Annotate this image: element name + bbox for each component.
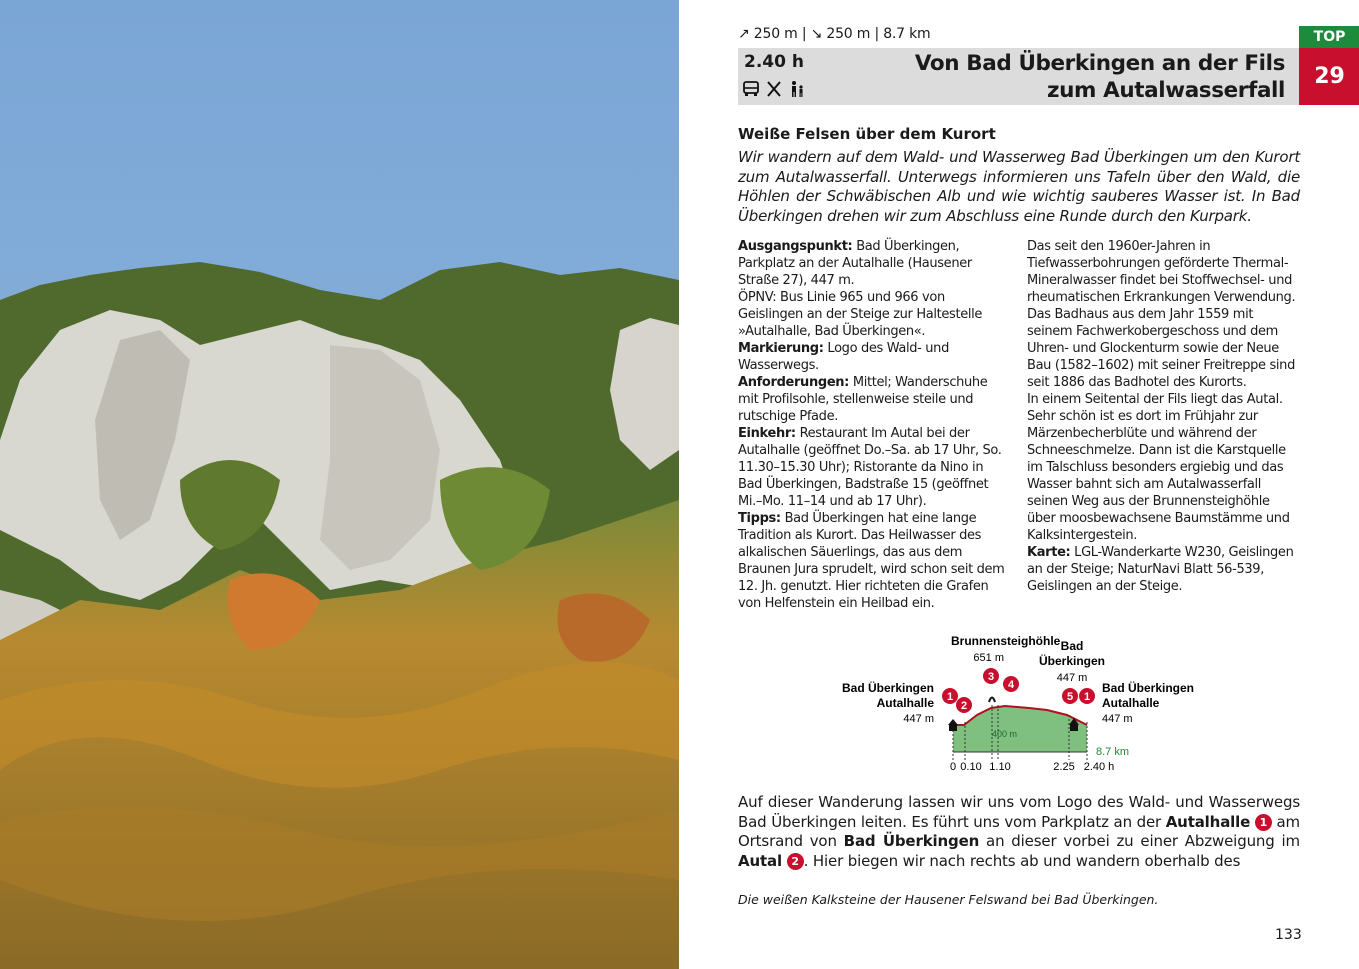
elevation-profile	[829, 630, 1209, 778]
tick-label: 2.40 h	[1083, 761, 1115, 773]
profile-right-name: Bad Überkingen	[1102, 681, 1195, 695]
profile-base-label: 400 m	[992, 729, 1018, 739]
profile-right-elev: 447 m	[1102, 713, 1133, 725]
profile-mid-elev: 447 m	[1056, 672, 1088, 684]
bus-icon	[742, 80, 760, 98]
tips-info	[738, 510, 1010, 612]
tour-header	[738, 48, 1299, 105]
marking-label: Markierung:	[738, 341, 824, 356]
route-description	[738, 793, 1300, 871]
place-autal: Autal	[738, 851, 782, 870]
food-label: Einkehr:	[738, 426, 796, 441]
start-text: Bad Überkingen, Parkplatz an der Autalhalle (Hausener Straße 27), 447 m.	[738, 239, 972, 288]
waypoint-marker: 1	[946, 691, 954, 703]
requirements-label: Anforderungen:	[738, 375, 850, 390]
profile-right-sub: Autalhalle	[1102, 696, 1160, 710]
waypoint-badge: 1	[1255, 814, 1272, 831]
food-info	[738, 425, 1010, 510]
map-info	[1027, 544, 1299, 595]
map-label: Karte:	[1027, 545, 1071, 560]
body-text-4: . Hier biegen wir nach rechts ab und wandern oberhalb des	[803, 851, 1241, 870]
waypoint-marker: 5	[1066, 691, 1074, 703]
start-label: Ausgangspunkt:	[738, 239, 853, 254]
photo-caption: Die weißen Kalksteine der Hausener Felswand bei Bad Überkingen.	[738, 892, 1159, 907]
tour-stats: ↗ 250 m | ↘ 250 m | 8.7 km	[738, 26, 931, 42]
food-text: Restaurant Im Autal bei der Autalhalle (geöffnet Do.–Sa. ab 17 Uhr, So. 11.30–15.30 Uhr); Ristorante da Nino in Bad Überkingen, Badstraße 15 (geöffnet Mi.–Mo. 11–14 und ab 17 Uhr).	[738, 426, 1002, 509]
marking-info	[738, 340, 1010, 374]
place-autalhalle: Autalhalle	[1165, 812, 1251, 831]
profile-mid-name-2: Überkingen	[1038, 654, 1106, 668]
restaurant-icon	[765, 80, 783, 98]
profile-left-sub: Autalhalle	[876, 696, 934, 710]
info-column-right	[1027, 238, 1299, 595]
tick-label: 1.10	[989, 761, 1011, 773]
tour-page	[679, 0, 1359, 969]
waypoint-marker: 3	[987, 671, 995, 683]
profile-left-elev: 447 m	[903, 713, 934, 725]
waypoint-marker: 1	[1083, 691, 1091, 703]
family-icon	[788, 80, 806, 98]
autal-paragraph: In einem Seitental der Fils liegt das Autal. Sehr schön ist es dort im Frühjahr zur Märzenbecherblüte und während der Schneeschmelze. Dann ist die Karstquelle im Talschluss besonders ergiebig und das Wasser bahnt sich am Autalwasserfall seinen Weg aus der Brunnensteighöhle über moosbewachsene Baumstämme und Kalksintergestein.	[1027, 392, 1290, 543]
waypoint-marker: 4	[1007, 679, 1015, 691]
intro-text: Wir wandern auf dem Wald- und Wasserweg Bad Überkingen um den Kurort zum Autalwasserfall. Unterwegs informieren uns Tafeln über den Wald, die Höhlen der Schwäbischen Alb und wie wichtig sauberes Wasser ist. In Bad Überkingen drehen wir zum Abschluss eine Runde durch den Kurpark.	[738, 148, 1300, 225]
tips-text: Bad Überkingen hat eine lange Tradition als Kurort. Das Heilwasser des alkalischen Säuerlings, das aus dem Braunen Jura sprudelt, wird schon seit dem 12. Jh. genutzt. Hier richteten die Grafen von Helfenstein ein Heilbad ein.	[738, 511, 1005, 611]
limestone-cliff-photo	[0, 0, 679, 969]
title-line-1: Von Bad Überkingen an der Fils	[914, 51, 1285, 76]
subtitle: Weiße Felsen über dem Kurort	[738, 125, 996, 143]
tour-title	[915, 50, 1285, 104]
profile-distance: 8.7 km	[1096, 746, 1130, 758]
start-info	[738, 238, 1010, 289]
profile-mid-name-1: Bad	[1060, 639, 1084, 653]
body-text-2: am Ortsrand von	[738, 812, 1300, 850]
tour-number: 29	[1299, 48, 1359, 105]
profile-left-name: Bad Überkingen	[841, 681, 934, 695]
body-text-3: an dieser vorbei zu einer Abzweigung im	[979, 832, 1300, 850]
page-number: 133	[1275, 927, 1302, 943]
profile-peak-elev: 651 m	[973, 652, 1004, 664]
waypoint-marker: 2	[960, 700, 968, 712]
top-badge: TOP	[1299, 26, 1359, 48]
tick-label: 0	[949, 761, 957, 773]
waypoint-badge: 2	[787, 853, 804, 870]
requirements-info	[738, 374, 1010, 425]
tick-label: 2.25	[1053, 761, 1075, 773]
opnv-info: ÖPNV: Bus Linie 965 und 966 von Geislingen an der Steige zur Haltestelle »Autalhalle, Bad Überkingen«.	[738, 290, 983, 339]
tips-label: Tipps:	[738, 511, 781, 526]
tour-icons	[742, 80, 806, 98]
profile-peak-name: Brunnensteighöhle	[951, 634, 1061, 648]
title-line-2: zum Autalwasserfall	[1047, 78, 1285, 103]
tick-label: 0.10	[960, 761, 982, 773]
place-bad-ueberkingen: Bad Überkingen	[843, 832, 980, 850]
body-text-1: Auf dieser Wanderung lassen wir uns vom Logo des Wald- und Wasserwegs Bad Überkingen leiten. Es führt uns vom Parkplatz an der	[738, 793, 1300, 831]
requirements-text: Mittel; Wanderschuhe mit Profilsohle, stellenweise steile und rutschige Pfade.	[738, 375, 988, 424]
duration: 2.40 h	[744, 52, 804, 72]
thermal-paragraph: Das seit den 1960er-Jahren in Tiefwasserbohrungen geförderte Thermal-Mineralwasser findet bei Stoffwechsel- und rheumatischen Erkrankungen Verwendung. Das Badhaus aus dem Jahr 1559 mit seinem Fachwerkobergeschoss und dem Uhren- und Glockenturm sowie der Neue Bau (1582–1602) mit seiner Freitreppe sind seit 1886 das Badhotel des Kurorts.	[1027, 239, 1296, 390]
map-text: LGL-Wanderkarte W230, Geislingen an der Steige; NaturNavi Blatt 56-539, Geislingen an der Steige.	[1027, 545, 1294, 594]
info-column-left	[738, 238, 1010, 612]
marking-text: Logo des Wald- und Wasserwegs.	[738, 341, 949, 373]
